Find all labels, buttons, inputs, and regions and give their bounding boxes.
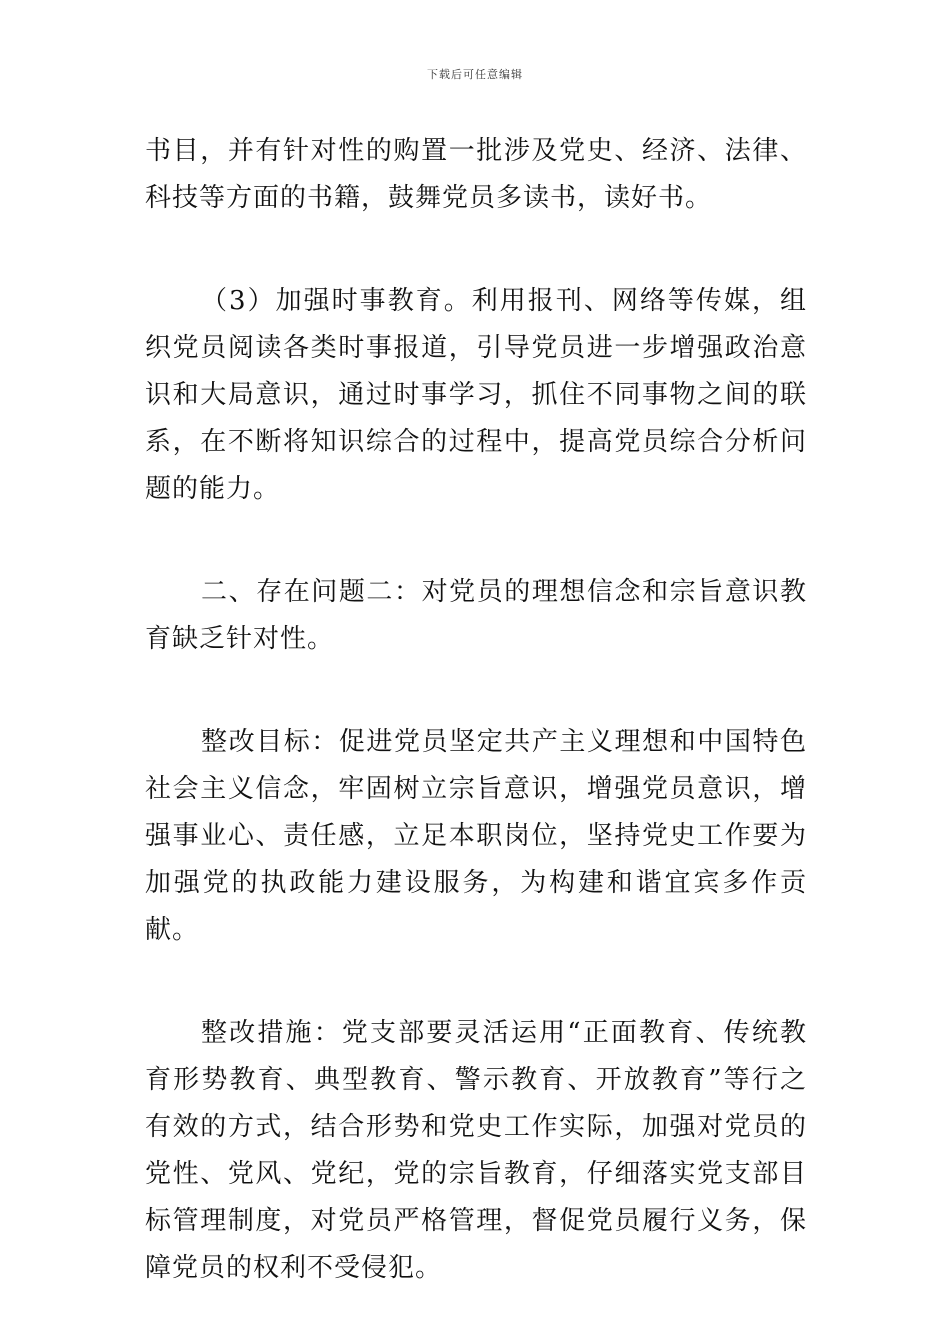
paragraph-item-3: （3）加强时事教育。利用报刊、网络等传媒，组织党员阅读各类时事报道，引导党员进一步增强政治意识和大局意识，通过时事学习，抓住不同事物之间的联系，在不断将知识综合的过程中，提高党员综合分析问题的能力。 [145,286,807,504]
paragraph-continuation: 书目，并有针对性的购置一批涉及党史、经济、法律、科技等方面的书籍，鼓舞党员多读书，读好书。 [145,136,807,213]
paragraph-gap [145,222,807,278]
paragraph-gap [145,663,807,719]
page-header-note: 下载后可任意编辑 [427,68,523,81]
document-body [145,128,807,1292]
paragraph-gap [145,954,807,1010]
paragraph-goal: 整改目标：促进党员坚定共产主义理想和中国特色社会主义信念，牢固树立宗旨意识，增强党员意识，增强事业心、责任感，立足本职岗位，坚持党史工作要为加强党的执政能力建设服务，为构建和谐宜宾多作贡献。 [145,727,807,945]
paragraph-measures: 整改措施：党支部要灵活运用“正面教育、传统教育形势教育、典型教育、警示教育、开放教育”等行之有效的方式，结合形势和党史工作实际，加强对党员的党性、党风、党纪，党的宗旨教育，仔细落实党支部目标管理制度，对党员严格管理，督促党员履行义务，保障党员的权利不受侵犯。 [145,1018,807,1283]
paragraph-problem-2: 二、存在问题二：对党员的理想信念和宗旨意识教育缺乏针对性。 [145,577,807,654]
paragraph-gap [145,513,807,569]
